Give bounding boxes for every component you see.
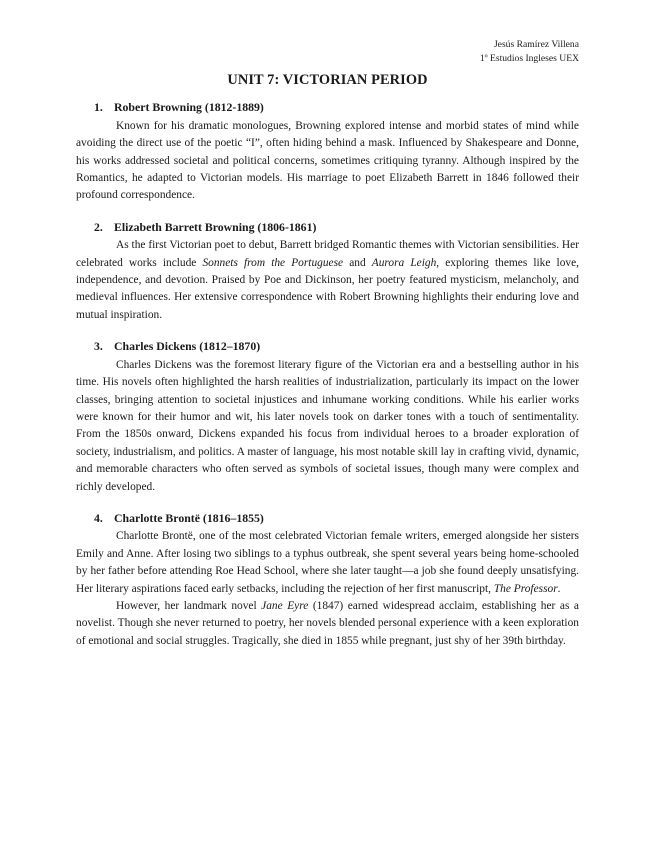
paragraph-text: , exploring themes like love, independence, and devotion. Praised by Poe and Dickinson, her poetry featured mysticism, melancholy, and medieval influences. Her extensive correspondence with Robert Browning highlights their enduring love and mutual inspiration.	[76, 256, 579, 321]
section-title: Robert Browning (1812-1889)	[114, 100, 264, 115]
work-title: Sonnets from the Portuguese	[202, 256, 344, 269]
work-title: Aurora Leigh	[371, 256, 437, 269]
section-robert-browning	[76, 99, 579, 204]
work-title: Jane Eyre	[261, 599, 309, 612]
section-number: 1.	[94, 100, 103, 115]
document-header	[76, 38, 579, 65]
section-number: 2.	[94, 219, 103, 234]
course-name: 1º Estudios Ingleses UEX	[479, 52, 579, 64]
paragraph-text: .	[557, 582, 561, 595]
paragraph-text: Charlotte Brontë, one of the most celebrated Victorian female writers, emerged alongside her sisters Emily and Anne. After losing two siblings to a typhus outbreak, she spent several years being home-schooled by her father before attending Roe Head School, where she later taught—a job she found deeply unsatisfying. Her literary aspirations faced early setbacks, including the rejection of her first manuscript,	[76, 530, 579, 595]
paragraph-text: (1847) earned widespread acclaim, establishing her as a novelist. Though she never returned to poetry, her novels blended personal experience with a keen exploration of emotional and social struggles. Tragically, she died in 1855 while pregnant, just shy of her 39th birthday.	[76, 599, 579, 647]
section-charles-dickens	[76, 338, 579, 496]
paragraph-text: and	[343, 256, 372, 269]
paragraph-text: Known for his dramatic monologues, Browning explored intense and morbid states of mind while avoiding the direct use of the poetic “I”, often hiding behind a mask. Influenced by Shakespeare and Donne, his works addressed societal and political concerns, sometimes critiquing tyranny. Although inspired by the Romantics, he adapted to Victorian models. His marriage to poet Elizabeth Barrett in 1846 followed their profound correspondence.	[76, 119, 579, 202]
author-name: Jesús Ramírez Villena	[493, 39, 579, 50]
section-heading	[76, 510, 579, 527]
paragraph-text: Charles Dickens was the foremost literary figure of the Victorian era and a bestselling author in his time. His novels often highlighted the harsh realities of industrialization, particularly its impact on the lower classes, bringing attention to societal injustices and inhumane working conditions. While his earlier works were known for their humor and wit, his later novels took on darker tones with a touch of sentimentality. From the 1850s onward, Dickens expanded his focus from individual heroes to a broader exploration of society, industrialism, and politics. A master of language, his most notable skill lay in crafting vivid, dynamic, and memorable characters who often served as symbols of societal issues, though many were complex and richly developed.	[76, 358, 579, 493]
section-heading	[76, 338, 579, 355]
paragraph	[76, 598, 579, 650]
paragraph	[76, 528, 579, 598]
section-heading	[76, 219, 579, 236]
section-elizabeth-barrett-browning	[76, 219, 579, 324]
section-title: Charlotte Brontë (1816–1855)	[114, 510, 264, 525]
paragraph-text: However, her landmark novel	[116, 599, 262, 612]
section-charlotte-bronte	[76, 510, 579, 650]
section-title: Charles Dickens (1812–1870)	[114, 339, 261, 354]
section-number: 4.	[94, 510, 103, 525]
paragraph	[76, 118, 579, 205]
section-heading	[76, 99, 579, 116]
section-number: 3.	[94, 339, 103, 354]
section-title: Elizabeth Barrett Browning (1806-1861)	[114, 219, 317, 234]
work-title: The Professor	[493, 582, 558, 595]
paragraph	[76, 237, 579, 324]
paragraph	[76, 357, 579, 496]
page-title: UNIT 7: VICTORIAN PERIOD	[227, 72, 428, 88]
paragraph-text: As the first Victorian poet to debut, Barrett bridged Romantic themes with Victorian sensibilities. Her celebrated works include	[76, 239, 579, 269]
